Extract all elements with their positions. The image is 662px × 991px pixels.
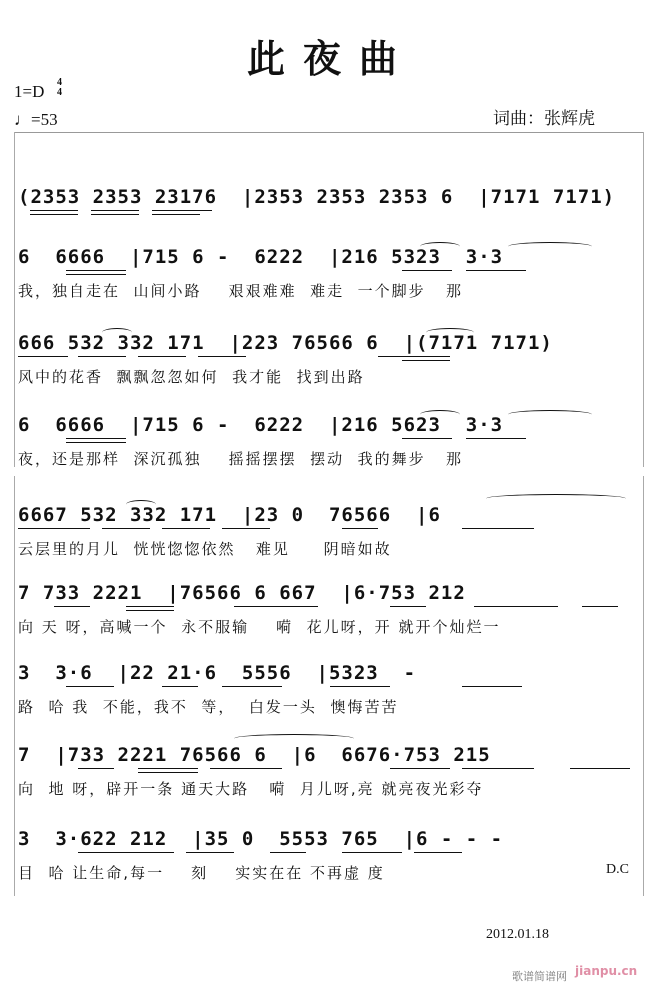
composer-credit: 词曲：张辉虎 <box>493 109 595 129</box>
time-signature <box>57 78 62 98</box>
lyric: 我，独自走在 山间小路 艰艰难难 难走 一个脚步 那 <box>18 282 463 300</box>
beam <box>152 210 212 211</box>
slur <box>508 410 592 419</box>
watermark-url: jianpu.cn <box>575 964 638 978</box>
tempo-marking: ♩=53 <box>14 110 58 129</box>
beam <box>162 528 210 529</box>
beam <box>18 528 90 529</box>
lyric: 云层里的月儿 恍恍惚惚依然 难见 阴暗如故 <box>18 540 392 558</box>
beam <box>210 768 282 769</box>
beam <box>466 270 526 271</box>
beam <box>78 768 114 769</box>
beam <box>414 852 462 853</box>
beam <box>222 686 282 687</box>
beam <box>138 768 198 769</box>
beam <box>66 438 126 439</box>
beam <box>54 606 90 607</box>
beam <box>78 356 126 357</box>
beam <box>378 356 450 357</box>
beam <box>222 528 270 529</box>
slur <box>486 494 626 503</box>
beam <box>66 270 126 271</box>
beam <box>78 852 174 853</box>
beam <box>342 852 402 853</box>
lyric: 目 哈 让生命,每一 刻 实实在在 不再虚 度 <box>18 864 385 882</box>
slur <box>234 734 354 743</box>
time-signature-top: 4 <box>57 77 62 88</box>
lyric: 路 哈 我 不能，我不 等， 白发一头 懊悔苦苦 <box>18 698 399 716</box>
notation: 6667 532 332 171 |23 0 76566 |6 <box>18 504 441 526</box>
beam <box>466 438 526 439</box>
beam <box>462 686 522 687</box>
beam <box>30 210 78 211</box>
beam <box>186 852 234 853</box>
lyric: 夜，还是那样 深沉孤独 摇摇摆摆 摆动 我的舞步 那 <box>18 450 463 468</box>
beam <box>91 214 139 215</box>
beam <box>330 686 390 687</box>
beam <box>138 356 186 357</box>
lyric: 风中的花香 飘飘忽忽如何 我才能 找到出路 <box>18 368 365 386</box>
beam <box>342 528 378 529</box>
watermark-text: 歌谱简谱网 <box>512 970 567 983</box>
beam <box>582 606 618 607</box>
beam <box>66 686 114 687</box>
da-capo-marking: D.C <box>606 862 629 877</box>
beam <box>18 356 68 357</box>
notation: 3 3·6 |22 21·6 5556 |5323 - <box>18 662 417 684</box>
beam <box>390 768 450 769</box>
time-signature-bottom: 4 <box>57 87 62 98</box>
beam <box>30 214 78 215</box>
beam <box>270 852 306 853</box>
slur <box>420 410 460 419</box>
date-stamp: 2012.01.18 <box>486 927 549 942</box>
slur <box>420 242 460 251</box>
frame-left-line-lower <box>14 476 15 896</box>
beam <box>138 772 198 773</box>
slur <box>426 328 474 337</box>
beam <box>570 768 630 769</box>
notation: 6 6666 |715 6 - 6222 |216 5623 3·3 <box>18 414 504 436</box>
beam <box>402 360 450 361</box>
notation: 7 733 2221 |76566 6 667 |6·753 212 <box>18 582 466 604</box>
notation: 6 6666 |715 6 - 6222 |216 5323 3·3 <box>18 246 504 268</box>
slur <box>508 242 592 251</box>
lyric: 向 天 呀，高喊一个 永不服输 嗬 花儿呀，开 就开个灿烂一 <box>18 618 501 636</box>
slur <box>102 328 132 337</box>
beam <box>91 210 139 211</box>
beam <box>402 270 452 271</box>
frame-right-line-lower <box>643 476 644 896</box>
notation: 3 3·622 212 |35 0 5553 765 |6 - - - <box>18 828 504 850</box>
frame-top-line <box>14 132 643 133</box>
beam <box>126 606 174 607</box>
beam <box>234 606 318 607</box>
notation: (2353 2353 23176 |2353 2353 2353 6 |7171 7171) <box>18 186 616 208</box>
frame-left-line <box>14 132 15 467</box>
beam <box>102 528 150 529</box>
page-title: 此夜曲 <box>246 36 415 81</box>
beam <box>402 438 452 439</box>
beam <box>162 686 198 687</box>
beam <box>66 442 126 443</box>
beam <box>462 768 534 769</box>
frame-right-line <box>643 132 644 467</box>
beam <box>198 356 246 357</box>
beam <box>462 528 534 529</box>
beam <box>152 214 200 215</box>
beam <box>390 606 426 607</box>
key-signature: 1=D <box>14 82 45 101</box>
notation: 666 532 332 171 |223 76566 6 |(7171 7171) <box>18 332 553 354</box>
beam <box>66 274 126 275</box>
notation: 7 |733 2221 76566 6 |6 6676·753 215 <box>18 744 491 766</box>
slur <box>126 500 156 509</box>
lyric: 向 地 呀，辟开一条 通天大路 嗬 月儿呀,亮 就亮夜光彩夺 <box>18 780 484 798</box>
beam <box>126 610 174 611</box>
beam <box>474 606 558 607</box>
